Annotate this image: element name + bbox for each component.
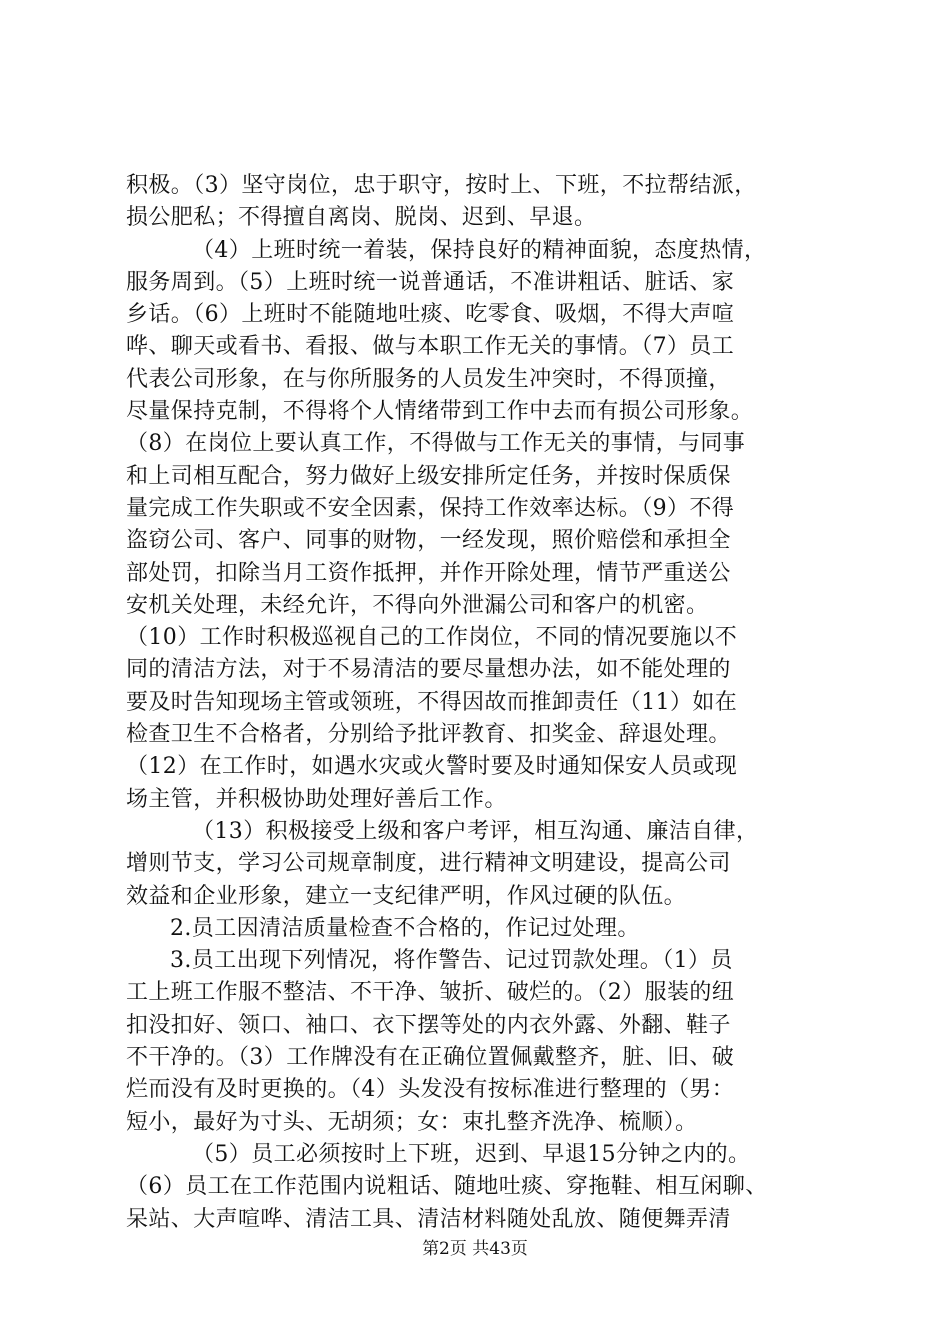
text-line: 要及时告知现场主管或领班，不得因故而推卸责任（11）如在 — [126, 689, 738, 715]
text-line: （10）工作时积极巡视自己的工作岗位，不同的情况要施以不 — [126, 625, 738, 651]
text-line: 工上班工作服不整洁、不干净、皱折、破烂的。（2）服装的纽 — [126, 980, 735, 1006]
document-body — [126, 170, 831, 1236]
text-line: 短小，最好为寸头、无胡须；女：束扎整齐洗净、梳顺）。 — [126, 1109, 698, 1135]
text-line: （8）在岗位上要认真工作，不得做与工作无关的事情，与同事 — [126, 431, 746, 457]
text-line: 部处罚，扣除当月工资作抵押，并作开除处理，情节严重送公 — [126, 560, 731, 586]
text-line: 尽量保持克制，不得将个人情绪带到工作中去而有损公司形象。 — [126, 399, 754, 425]
text-line: （13）积极接受上级和客户考评，相互沟通、廉洁自律， — [192, 818, 759, 844]
text-line: （12）在工作时，如遇水灾或火警时要及时通知保安人员或现 — [126, 754, 738, 780]
text-line: 扣没扣好、领口、袖口、衣下摆等处的内衣外露、外翻、鞋子 — [126, 1012, 731, 1038]
text-line: 积极。（3）坚守岗位，忠于职守，按时上、下班，不拉帮结派， — [126, 173, 757, 198]
text-line: 量完成工作失职或不安全因素，保持工作效率达标。（9）不得 — [126, 495, 735, 521]
text-line: 盗窃公司、客户、同事的财物，一经发现，照价赔偿和承担全 — [126, 528, 731, 554]
text-line: （5）员工必须按时上下班，迟到、早退15分钟之内的。 — [192, 1141, 751, 1167]
text-line: 服务周到。（5）上班时统一说普通话，不准讲粗话、脏话、家 — [126, 269, 735, 295]
text-line: 和上司相互配合，努力做好上级安排所定任务，并按时保质保 — [126, 463, 731, 489]
text-line: 3.员工出现下列情况，将作警告、记过罚款处理。（1）员 — [170, 948, 733, 974]
text-line: 增则节支，学习公司规章制度，进行精神文明建设，提高公司 — [126, 851, 731, 877]
text-line: 同的清洁方法，对于不易清洁的要尽量想办法，如不能处理的 — [126, 657, 731, 683]
text-line: 烂而没有及时更换的。（4）头发没有按标准进行整理的（男： — [126, 1077, 735, 1103]
text-line: 检查卫生不合格者，分别给予批评教育、扣奖金、辞退处理。 — [126, 722, 731, 748]
text-line: 损公肥私；不得擅自离岗、脱岗、迟到、早退。 — [126, 205, 597, 231]
text-line: 2.员工因清洁质量检查不合格的，作记过处理。 — [170, 915, 640, 941]
text-line: （6）员工在工作范围内说粗话、随地吐痰、穿拖鞋、相互闲聊、 — [126, 1174, 768, 1200]
page-footer: 第2页 共43页 — [422, 1239, 528, 1259]
text-line: 效益和企业形象，建立一支纪律严明，作风过硬的队伍。 — [126, 883, 687, 909]
text-line: 安机关处理，未经允许，不得向外泄漏公司和客户的机密。 — [126, 592, 709, 618]
text-line: 哗、聊天或看书、看报、做与本职工作无关的事情。（7）员工 — [126, 334, 735, 360]
text-line: 场主管，并积极协助处理好善后工作。 — [126, 786, 507, 812]
text-line: （4）上班时统一着装，保持良好的精神面貌，态度热情， — [192, 237, 767, 263]
text-line: 呆站、大声喧哗、清洁工具、清洁材料随处乱放、随便舞弄清 — [126, 1206, 731, 1232]
text-line: 乡话。（6）上班时不能随地吐痰、吃零食、吸烟，不得大声喧 — [126, 302, 735, 328]
text-line: 不干净的。（3）工作牌没有在正确位置佩戴整齐，脏、旧、破 — [126, 1045, 735, 1071]
text-line: 代表公司形象，在与你所服务的人员发生冲突时，不得顶撞， — [126, 366, 731, 392]
